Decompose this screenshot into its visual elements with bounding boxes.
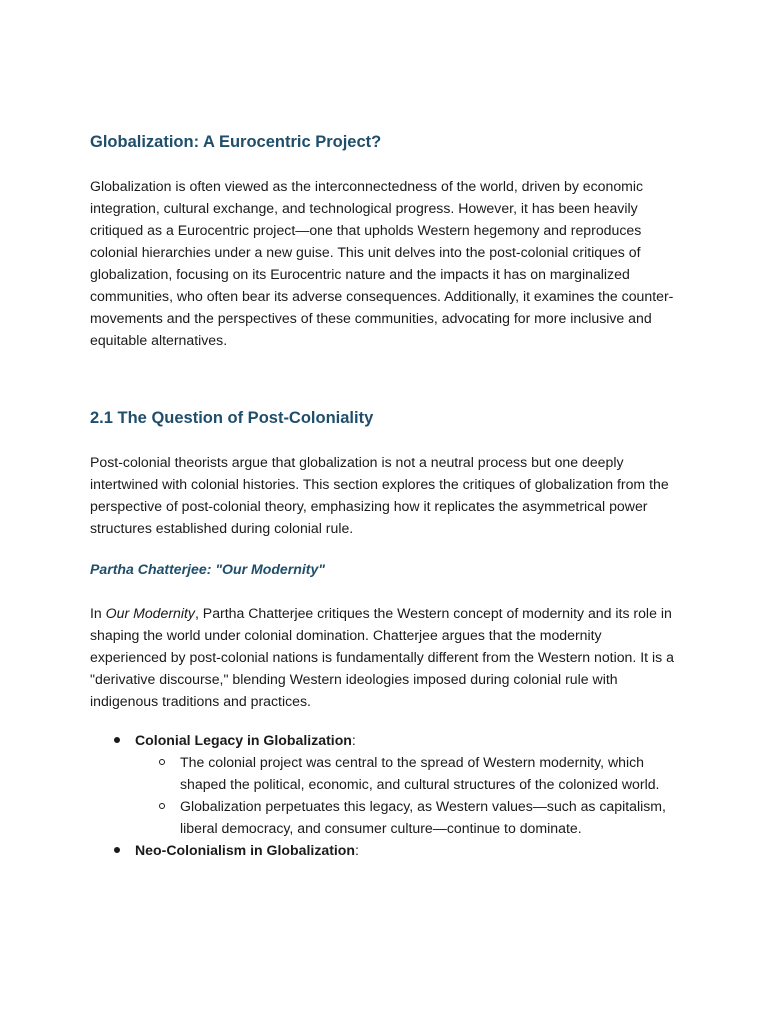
subitem-text: Globalization perpetuates this legacy, as Western values—such as capitalism, liberal democracy, and consumer culture—continue to dominate.	[180, 798, 666, 836]
list-item	[90, 729, 682, 751]
list-item	[90, 751, 682, 795]
post-coloniality-paragraph: Post-colonial theorists argue that globalization is not a neutral process but one deeply intertwined with colonial histories. This section explores the critiques of globalization from the perspective of post-colonial theory, emphasizing how it replicates the asymmetrical power structures established during colonial rule.	[90, 454, 669, 536]
our-modernity-paragraph	[90, 602, 682, 712]
bullet-label: Colonial Legacy in Globalization	[135, 732, 352, 748]
intro-paragraph: Globalization is often viewed as the interconnectedness of the world, driven by economic integration, cultural exchange, and technological progress. However, it has been heavily critiqued as a Eurocentric project—one that upholds Western hegemony and reproduces colonial hierarchies under a new guise. This unit delves into the post-colonial critiques of globalization, focusing on its Eurocentric nature and the impacts it has on marginalized communities, who often bear its adverse consequences. Additionally, it examines the counter-movements and the perspectives of these communities, advocating for more inclusive and equitable alternatives.	[90, 178, 674, 348]
bullet-circle-icon	[159, 803, 165, 809]
list-item	[90, 795, 682, 839]
para-prefix: In	[90, 605, 106, 621]
section-2-1-heading: 2.1 The Question of Post-Coloniality	[90, 409, 374, 427]
bullet-dot-icon	[114, 847, 120, 853]
para-rest: , Partha Chatterjee critiques the Western concept of modernity and its role in shaping the world under colonial domination. Chatterjee argues that the modernity experienced by post-colonial nations is fundamentally different from the Western notion. It is a "derivative discourse," blending Western ideologies imposed during colonial rule with indigenous traditions and practices.	[90, 605, 674, 709]
list-item	[90, 839, 682, 861]
bullet-label: Neo-Colonialism in Globalization	[135, 842, 356, 858]
bullet-suffix: :	[351, 732, 356, 748]
bullet-suffix: :	[355, 842, 359, 858]
main-heading: Globalization: A Eurocentric Project?	[90, 133, 382, 151]
bullet-dot-icon	[114, 737, 120, 743]
chatterjee-subheading: Partha Chatterjee: "Our Modernity"	[90, 561, 325, 577]
book-title: Our Modernity	[105, 605, 195, 621]
bullet-list	[90, 729, 682, 861]
bullet-circle-icon	[159, 759, 165, 765]
subitem-text: The colonial project was central to the spread of Western modernity, which shaped the political, economic, and cultural structures of the colonized world.	[180, 754, 660, 792]
